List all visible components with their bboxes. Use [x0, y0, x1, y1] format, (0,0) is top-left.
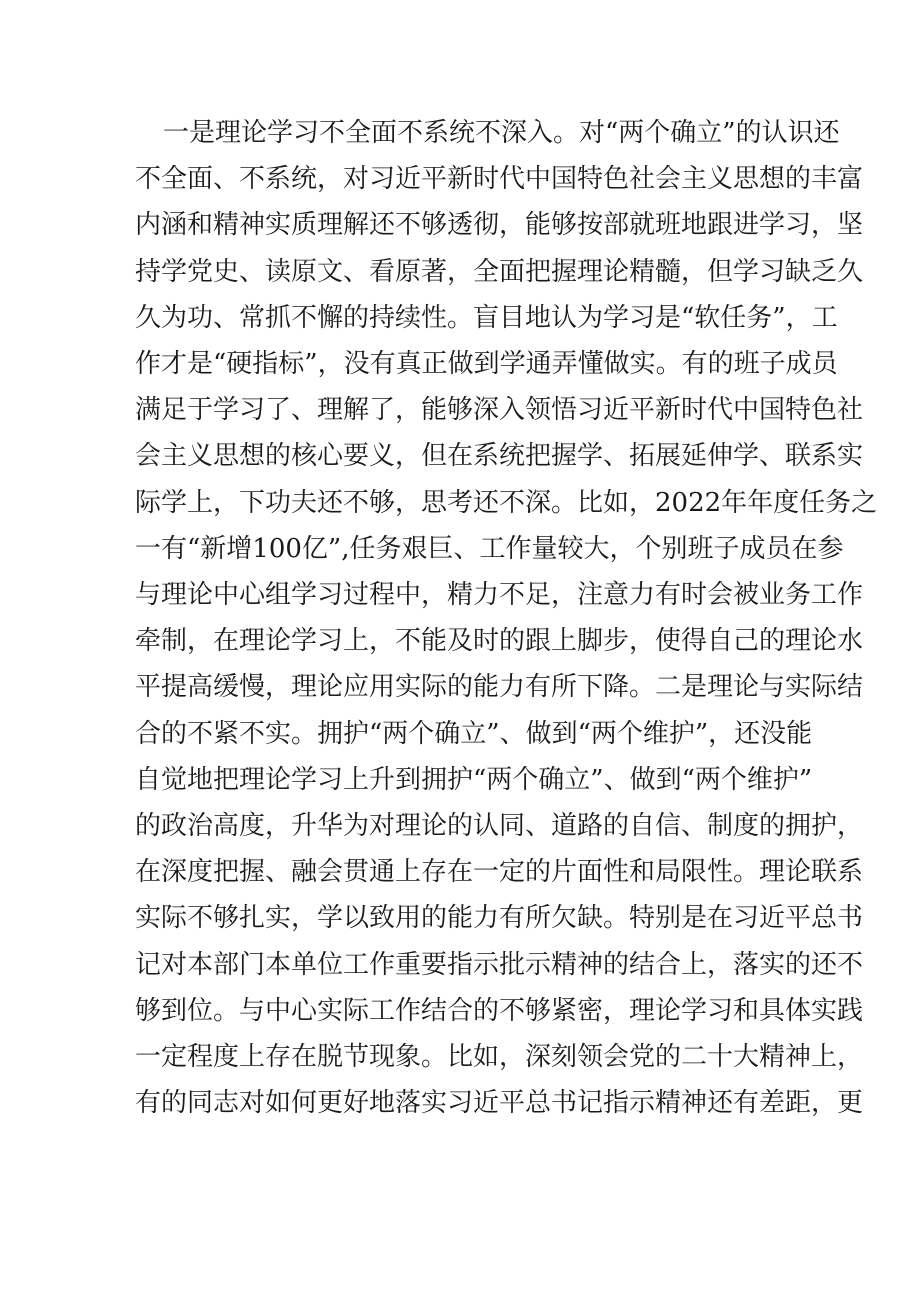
text-line: 一有“新增100亿”,任务艰巨、工作量较大，个别班子成员在参: [135, 533, 844, 564]
text-line: 够到位。与中心实际工作结合的不够紧密，理论学习和具体实践: [135, 995, 864, 1026]
text-line: 有的同志对如何更好地落实习近平总书记指示精神还有差距，更: [135, 1088, 864, 1119]
text-line: 牵制，在理论学习上，不能及时的跟上脚步，使得自己的理论水: [135, 626, 864, 657]
text-line: 记对本部门本单位工作重要指示批示精神的结合上，落实的还不: [135, 949, 864, 980]
text-line: 久为功、常抓不懈的持续性。盲目地认为学习是“软任务”，工: [135, 302, 838, 333]
text-line: 与理论中心组学习过程中，精力不足，注意力有时会被业务工作: [135, 580, 864, 611]
text-line: 作才是“硬指标”，没有真正做到学通弄懂做实。有的班子成员: [135, 349, 838, 380]
text-line: 不全面、不系统，对习近平新时代中国特色社会主义思想的丰富: [135, 164, 864, 195]
text-line: 会主义思想的核心要义，但在系统把握学、拓展延伸学、联系实: [135, 441, 864, 472]
text-line: 在深度把握、融会贯通上存在一定的片面性和局限性。理论联系: [135, 857, 864, 888]
text-line: 满足于学习了、理解了，能够深入领悟习近平新时代中国特色社: [135, 395, 864, 426]
text-line: 内涵和精神实质理解还不够透彻，能够按部就班地跟进学习，坚: [135, 210, 864, 241]
text-line: 的政治高度，升华为对理论的认同、道路的自信、制度的拥护，: [135, 811, 864, 842]
text-line: 际学上，下功夫还不够，思考还不深。比如，2022年年度任务之: [135, 487, 878, 518]
text-line: 一定程度上存在脱节现象。比如，深刻领会党的二十大精神上，: [135, 1042, 864, 1073]
text-line: 自觉地把理论学习上升到拥护“两个确立”、做到“两个维护”: [135, 764, 813, 795]
text-line: 一是理论学习不全面不系统不深入。对“两个确立”的认识还: [163, 118, 840, 148]
text-line: 平提高缓慢，理论应用实际的能力有所下降。二是理论与实际结: [135, 672, 864, 703]
text-line: 实际不够扎实，学以致用的能力有所欠缺。特别是在习近平总书: [135, 903, 864, 934]
body-paragraph: [135, 110, 878, 1126]
text-line: 合的不紧不实。拥护“两个确立”、做到“两个维护”，还没能: [135, 718, 813, 749]
text-line: 持学党史、读原文、看原著，全面把握理论精髓，但学习缺乏久: [135, 256, 864, 287]
